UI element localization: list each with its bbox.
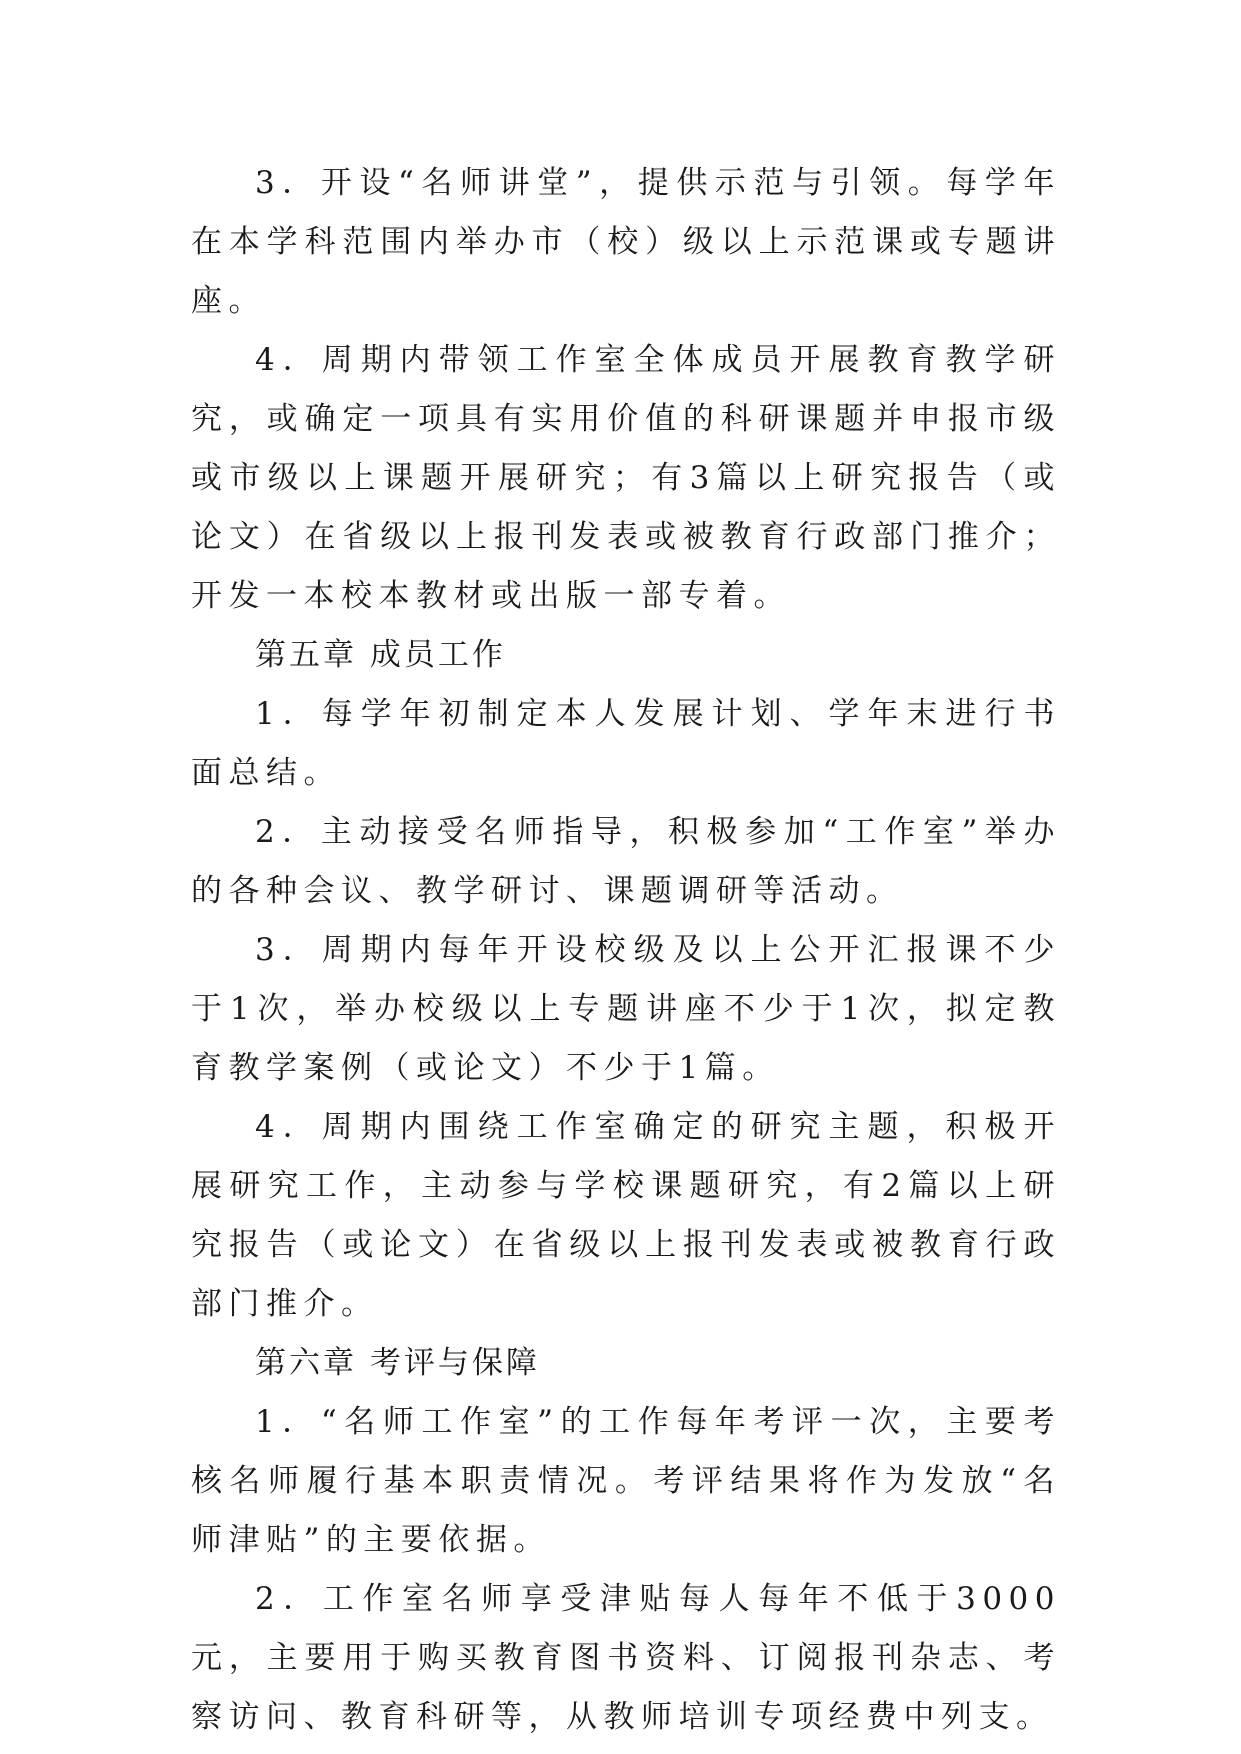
chapter-6-heading: 第六章 考评与保障 — [255, 1345, 540, 1381]
para-5-1-plan: 1．每学年初制定本人发展计划、学年末进行书面总结。 — [191, 696, 1061, 791]
para-6-2-allowance: 2．工作室名师享受津贴每人每年不低于3000元，主要用于购买教育图书资料、订阅报刊杂志、考察访问、教育科研等，从教师培训专项经费中列支。 — [191, 1581, 1061, 1735]
document-body — [191, 154, 1061, 1747]
para-5-3-open-class: 3．周期内每年开设校级及以上公开汇报课不少于1次，举办校级以上专题讲座不少于1次，拟定教育教学案例（或论文）不少于1篇。 — [191, 932, 1061, 1086]
para-5-2-guidance: 2．主动接受名师指导，积极参加“工作室”举办的各种会议、教学研讨、课题调研等活动。 — [191, 814, 1061, 909]
chapter-5-heading: 第五章 成员工作 — [255, 637, 506, 673]
para-4-4-research: 4．周期内带领工作室全体成员开展教育教学研究，或确定一项具有实用价值的科研课题并申报市级或市级以上课题开展研究；有3篇以上研究报告（或论文）在省级以上报刊发表或被教育行政部门推介；开发一本校本教材或出版一部专着。 — [191, 342, 1061, 614]
para-5-4-research: 4．周期内围绕工作室确定的研究主题，积极开展研究工作，主动参与学校课题研究，有2篇以上研究报告（或论文）在省级以上报刊发表或被教育行政部门推介。 — [191, 1109, 1061, 1322]
para-4-3-lecture: 3．开设“名师讲堂”，提供示范与引领。每学年在本学科范围内举办市（校）级以上示范课或专题讲座。 — [191, 165, 1061, 319]
para-6-1-evaluation: 1．“名师工作室”的工作每年考评一次，主要考核名师履行基本职责情况。考评结果将作为发放“名师津贴”的主要依据。 — [191, 1404, 1061, 1558]
